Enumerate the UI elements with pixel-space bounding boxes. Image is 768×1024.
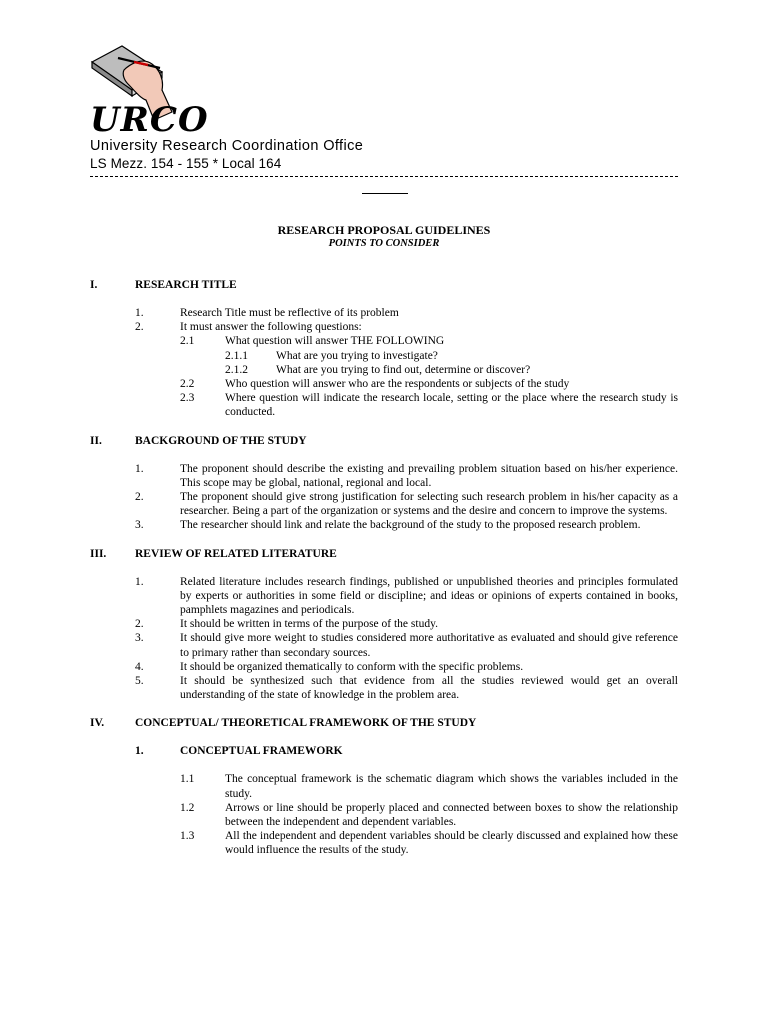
item-number: 1.3	[180, 830, 195, 843]
item-number: 2.1.1	[225, 349, 248, 362]
sub-item	[90, 829, 678, 857]
office-name: University Research Coordination Office	[90, 138, 364, 154]
item-number: 4.	[135, 660, 144, 673]
item-number: 1.	[135, 462, 144, 475]
section-research-title	[90, 278, 678, 420]
item-text: It should be organized thematically to conform with the specific problems.	[180, 660, 524, 673]
list-item	[90, 490, 678, 518]
section-title: BACKGROUND OF THE STUDY	[135, 434, 307, 447]
sub-item	[90, 334, 678, 348]
office-address: LS Mezz. 154 - 155 * Local 164	[90, 156, 282, 171]
item-number: 1.1	[180, 773, 195, 786]
subsection-number: 1.	[135, 745, 144, 758]
sub-item	[90, 801, 678, 829]
item-text: It should give more weight to studies considered more authoritative as evaluated and should give reference to primary rather than secondary sources.	[180, 632, 678, 659]
brand-wordmark: URCO	[90, 100, 209, 140]
item-number: 1.	[135, 575, 144, 588]
item-text: It should be synthesized such that evidence from all the studies reviewed would get an overall understanding of the state of knowledge in the problem area.	[180, 675, 678, 702]
sub-sub-item	[90, 363, 678, 377]
item-number: 2.	[135, 321, 144, 334]
item-number: 1.	[135, 307, 144, 319]
item-text: What are you trying to investigate?	[276, 349, 438, 362]
item-number: 2.	[135, 491, 144, 504]
item-number: 3.	[135, 632, 144, 645]
item-number: 2.1.2	[225, 363, 248, 376]
item-text: Who question will answer who are the respondents or subjects of the study	[225, 378, 570, 391]
subsection-heading	[90, 744, 678, 758]
item-text: All the independent and dependent variables should be clearly discussed and explained how these would influence the results of the study.	[225, 830, 678, 857]
list-item	[90, 674, 678, 702]
list-item	[90, 617, 678, 631]
section-heading	[90, 716, 678, 730]
item-text: It must answer the following questions:	[180, 321, 362, 334]
section-number: III.	[90, 547, 107, 560]
item-number: 3.	[135, 519, 144, 532]
item-text: The proponent should give strong justification for selecting such research problem in his/her capacity as a researcher. Being a part of the organization or systems and the desire and concern to improve the systems.	[180, 491, 678, 518]
list-item	[90, 462, 678, 490]
list-item	[90, 631, 678, 659]
section-background	[90, 434, 678, 533]
item-text: What question will answer THE FOLLOWING	[225, 335, 445, 348]
item-text: The researcher should link and relate the background of the study to the proposed research problem.	[180, 519, 641, 532]
subsection-title: CONCEPTUAL FRAMEWORK	[180, 745, 343, 758]
item-number: 2.3	[180, 392, 195, 405]
item-number: 2.1	[180, 335, 195, 348]
section-number: II.	[90, 434, 102, 447]
section-title: REVIEW OF RELATED LITERATURE	[135, 547, 337, 560]
sub-sub-item	[90, 349, 678, 363]
list-item	[90, 518, 678, 532]
section-framework	[90, 716, 678, 857]
item-text: What are you trying to find out, determine or discover?	[276, 363, 531, 376]
header-divider-tail	[362, 193, 408, 194]
document-subtitle: POINTS TO CONSIDER	[328, 238, 440, 249]
document-title: RESEARCH PROPOSAL GUIDELINES	[277, 223, 491, 237]
item-number: 1.2	[180, 801, 195, 814]
document-body	[90, 278, 678, 872]
section-number: I.	[90, 279, 98, 291]
section-number: IV.	[90, 717, 105, 730]
list-item	[90, 320, 678, 334]
item-number: 2.	[135, 618, 144, 631]
sub-item	[90, 772, 678, 800]
section-heading	[90, 434, 678, 448]
list-item	[90, 575, 678, 618]
item-text: Related literature includes research findings, published or unpublished theories and principles formulated by experts or authorities in some field or discipline; and ideas or opinions of experts contained in books, pamphlets magazines and periodicals.	[180, 575, 678, 617]
section-heading	[90, 547, 678, 561]
item-text: Where question will indicate the research locale, setting or the place where the research study is conducted.	[225, 392, 678, 419]
section-related-literature	[90, 547, 678, 703]
sub-item	[90, 391, 678, 419]
item-text: It should be written in terms of the purpose of the study.	[180, 618, 438, 631]
item-text: The conceptual framework is the schematic diagram which shows the variables included in the study.	[225, 773, 678, 800]
section-title: RESEARCH TITLE	[135, 279, 237, 291]
sub-item	[90, 377, 678, 391]
section-title: CONCEPTUAL/ THEORETICAL FRAMEWORK OF THE STUDY	[135, 717, 477, 730]
item-text: Research Title must be reflective of its problem	[180, 307, 399, 319]
list-item	[90, 660, 678, 674]
section-heading	[90, 278, 678, 292]
item-number: 2.2	[180, 378, 195, 391]
item-number: 5.	[135, 675, 144, 688]
item-text: Arrows or line should be properly placed and connected between boxes to show the relationship between the independent and dependent variables.	[225, 801, 678, 829]
header-divider	[90, 176, 678, 177]
item-text: The proponent should describe the existing and prevailing problem situation based on his/her experience. This scope may be global, national, regional and local.	[180, 462, 678, 489]
list-item	[90, 306, 678, 320]
